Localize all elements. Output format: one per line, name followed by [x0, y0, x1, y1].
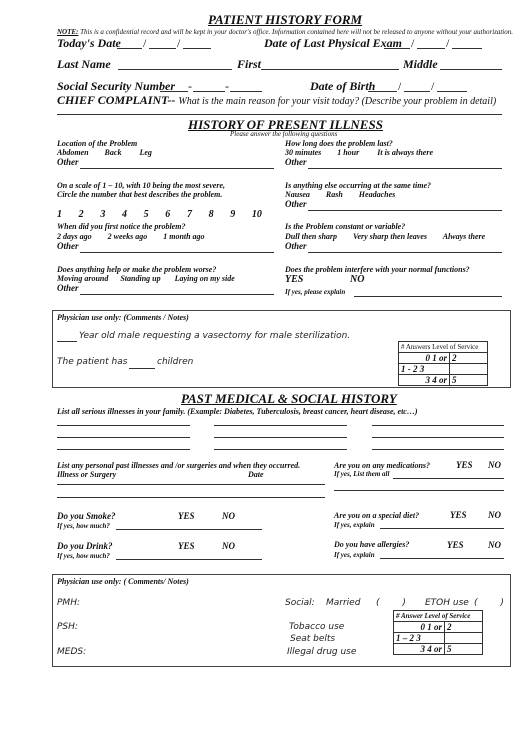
how-long-other-label: Other — [285, 157, 307, 167]
dob-month-field[interactable] — [368, 81, 397, 92]
medications-yes[interactable]: YES — [456, 460, 473, 470]
family-line-6[interactable] — [372, 437, 504, 438]
scale-10[interactable]: 10 — [251, 209, 262, 220]
last-physical-day-field[interactable] — [417, 38, 445, 49]
scale-2[interactable]: 2 — [78, 209, 84, 220]
los2-row-2-b — [445, 633, 483, 644]
date-header: Date — [248, 470, 264, 479]
family-line-5[interactable] — [214, 437, 347, 438]
scale-8[interactable]: 8 — [208, 209, 214, 220]
helps-other-field[interactable] — [80, 284, 274, 295]
drink-yes[interactable]: YES — [178, 541, 195, 551]
family-illness-instruction: List all serious illnesses in your family. (Example: Diabetes, Tuberculosis, breast cancer, heart disease, etc…) — [57, 407, 418, 416]
todays-date-day-field[interactable] — [149, 38, 176, 49]
physician-notes-label-1: Physician use only: (Comments / Notes) — [57, 313, 189, 322]
todays-date-label: Today's Date — [57, 36, 121, 50]
drink-question: Do you Drink? — [57, 541, 113, 551]
first-name-label: First — [237, 57, 262, 71]
todays-date-month-field[interactable] — [117, 38, 142, 49]
ssn-label: Social Security Number — [57, 79, 176, 93]
constant-question: Is the Problem constant or variable? — [285, 222, 406, 231]
children-count-blank[interactable] — [129, 358, 155, 369]
constant-other-label: Other — [285, 241, 307, 251]
level-of-service-table-2 — [393, 610, 483, 655]
drink-no[interactable]: NO — [222, 541, 235, 551]
smoke-how-much-label: If yes, how much? — [57, 522, 110, 530]
location-other-field[interactable] — [80, 158, 274, 169]
note-text: This is a confidential record and will be kept in your doctor's office. Information contained here will not be released to anyone without your authorization. — [78, 28, 513, 36]
location-other-label: Other — [57, 157, 79, 167]
medications-list-label: If yes, List them all — [334, 470, 390, 478]
form-title: PATIENT HISTORY FORM — [208, 12, 363, 27]
interfere-no[interactable]: NO — [350, 274, 365, 285]
last-name-label: Last Name — [57, 57, 111, 71]
personal-illness-instruction: List any personal past illnesses and /or surgeries and when they occurred. — [57, 461, 301, 470]
chief-complaint-line — [57, 114, 502, 115]
first-notice-other-field[interactable] — [80, 242, 274, 253]
physician-note-line-2b: children — [157, 357, 194, 367]
how-long-other-field[interactable] — [308, 158, 502, 169]
hpi-subtitle: Please answer the following questions — [230, 130, 338, 138]
medications-question: Are you on any medications? — [334, 461, 431, 470]
pmh-note-label: PMH: — [57, 598, 80, 608]
helps-options[interactable]: Moving around Standing up Laying on my side — [57, 274, 235, 283]
else-other-label: Other — [285, 199, 307, 209]
social-label: Social: — [285, 598, 315, 608]
smoke-no[interactable]: NO — [222, 511, 235, 521]
allergies-yes[interactable]: YES — [447, 540, 464, 550]
etoh-checkbox[interactable]: ( ) — [474, 598, 504, 608]
family-line-8[interactable] — [214, 449, 347, 450]
psh-note-label: PSH: — [57, 622, 78, 632]
diet-yes[interactable]: YES — [450, 510, 467, 520]
chief-complaint-label: CHIEF COMPLAINT-- — [57, 93, 176, 107]
scale-question-2: Circle the number that best describes the problem. — [57, 190, 223, 199]
allergies-no[interactable]: NO — [488, 540, 501, 550]
first-notice-question: When did you first notice the problem? — [57, 222, 186, 231]
medications-line-2[interactable] — [334, 490, 504, 491]
los2-row-3-b: 5 — [445, 644, 483, 655]
allergies-explain-field[interactable] — [380, 558, 504, 559]
scale-3[interactable]: 3 — [100, 209, 106, 220]
helps-other-label: Other — [57, 283, 79, 293]
personal-line-2[interactable] — [57, 497, 325, 498]
diet-no[interactable]: NO — [488, 510, 501, 520]
married-label: Married — [326, 598, 361, 608]
los2-header: # Answer Level of Service — [394, 611, 483, 622]
interfere-question: Does the problem interfere with your normal functions? — [285, 265, 470, 274]
last-physical-label: Date of Last Physical Exam — [264, 36, 402, 50]
family-line-4[interactable] — [57, 437, 190, 438]
medications-no[interactable]: NO — [488, 460, 501, 470]
allergies-explain-label: If yes, explain — [334, 551, 375, 559]
interfere-explain-label: If yes, please explain — [285, 288, 346, 296]
allergies-question: Do you have allergies? — [334, 540, 410, 549]
scale-5[interactable]: 5 — [143, 209, 149, 220]
location-options[interactable]: Abdomen Back Leg — [57, 148, 152, 157]
scale-4[interactable]: 4 — [121, 209, 127, 220]
family-line-1[interactable] — [57, 425, 190, 426]
family-line-9[interactable] — [372, 449, 504, 450]
family-line-3[interactable] — [372, 425, 504, 426]
hpi-title: HISTORY OF PRESENT ILLNESS — [188, 117, 383, 132]
interfere-explain-field[interactable] — [354, 286, 502, 297]
constant-other-field[interactable] — [308, 242, 502, 253]
else-other-field[interactable] — [308, 200, 502, 211]
ssn-part1-field[interactable] — [160, 81, 188, 92]
first-name-field[interactable] — [261, 59, 399, 70]
how-long-question: How long does the problem last? — [285, 139, 393, 148]
age-blank[interactable] — [57, 331, 77, 342]
helps-question: Does anything help or make the problem worse? — [57, 265, 217, 274]
dob-label: Date of Birth — [310, 79, 376, 93]
medications-line-1[interactable] — [393, 478, 504, 479]
ssn-part2-field[interactable] — [193, 81, 225, 92]
chief-complaint-text: What is the main reason for your visit today? (Describe your problem in detail) — [178, 96, 497, 107]
drink-how-much-label: If yes, how much? — [57, 552, 110, 560]
else-options[interactable]: Nausea Rash Headaches — [285, 190, 396, 199]
los-header-1: # Answers Level of Service — [399, 342, 488, 353]
diet-explain-field[interactable] — [380, 528, 504, 529]
diet-question: Are you on a special diet? — [334, 511, 420, 520]
chief-complaint — [57, 93, 496, 108]
los-row-1-a: 0 1 or — [399, 353, 450, 364]
scale-6[interactable]: 6 — [165, 209, 171, 220]
else-question: Is anything else occurring at the same time? — [285, 181, 432, 190]
todays-date-year-field[interactable] — [183, 38, 211, 49]
los-row-3-b: 5 — [450, 375, 488, 386]
physician-notes-label-2: Physician use only: ( Comments/ Notes) — [57, 577, 189, 586]
scale-9[interactable]: 9 — [230, 209, 236, 220]
physician-note-line-1: Year old male requesting a vasectomy for male sterilization. — [79, 331, 351, 341]
middle-name-field[interactable] — [440, 59, 502, 70]
married-checkbox[interactable]: ( ) — [376, 598, 406, 608]
scale-7[interactable]: 7 — [186, 209, 192, 220]
confidential-note — [57, 28, 513, 36]
los2-row-3-a: 3 4 or — [394, 644, 445, 655]
drink-how-much-field[interactable] — [116, 559, 262, 560]
last-name-field[interactable] — [118, 59, 232, 70]
middle-name-label: Middle — [403, 57, 438, 71]
physician-note-line-2a: The patient has — [57, 357, 128, 367]
last-physical-year-field[interactable] — [452, 38, 482, 49]
constant-options[interactable]: Dull then sharp Very sharp then leaves Always there — [285, 232, 486, 241]
meds-note-label: MEDS: — [57, 647, 87, 657]
diet-explain-label: If yes, explain — [334, 521, 375, 529]
los2-row-1-a: 0 1 or — [394, 622, 445, 633]
smoke-how-much-field[interactable] — [116, 529, 262, 530]
location-question: Location of the Problem — [57, 139, 138, 148]
smoke-yes[interactable]: YES — [178, 511, 195, 521]
smoke-question: Do you Smoke? — [57, 511, 116, 521]
dob-day-field[interactable] — [404, 81, 430, 92]
personal-line-1[interactable] — [57, 484, 325, 485]
pain-scale — [57, 209, 262, 220]
first-notice-other-label: Other — [57, 241, 79, 251]
los-row-2-b — [450, 364, 488, 375]
illness-surgery-header: Illness or Surgery — [57, 470, 117, 479]
first-notice-options[interactable]: 2 days ago 2 weeks ago 1 month ago — [57, 232, 205, 241]
los-row-1-b: 2 — [450, 353, 488, 364]
los-row-3-a: 3 4 or — [399, 375, 450, 386]
scale-1[interactable]: 1 — [57, 209, 62, 220]
ssn-part3-field[interactable] — [230, 81, 262, 92]
seatbelts-label: Seat belts — [290, 634, 336, 644]
los2-row-2-a: 1 – 2 3 — [394, 633, 445, 644]
los2-row-1-b: 2 — [445, 622, 483, 633]
los-row-2-a: 1 - 2 3 — [399, 364, 450, 375]
note-label: NOTE: — [57, 28, 79, 36]
family-line-2[interactable] — [214, 425, 347, 426]
interfere-yes[interactable]: YES — [285, 274, 304, 285]
illegal-drug-label: Illegal drug use — [287, 647, 357, 657]
pmh-title: PAST MEDICAL & SOCIAL HISTORY — [181, 391, 397, 406]
etoh-label: ETOH use — [425, 598, 469, 608]
family-line-7[interactable] — [57, 449, 190, 450]
last-physical-month-field[interactable] — [384, 38, 410, 49]
scale-question-1: On a scale of 1 – 10, with 10 being the most severe, — [57, 181, 225, 190]
dob-year-field[interactable] — [437, 81, 467, 92]
how-long-options[interactable]: 30 minutes 1 hour It is always there — [285, 148, 434, 157]
tobacco-label: Tobacco use — [289, 622, 345, 632]
level-of-service-table-1 — [398, 341, 488, 386]
